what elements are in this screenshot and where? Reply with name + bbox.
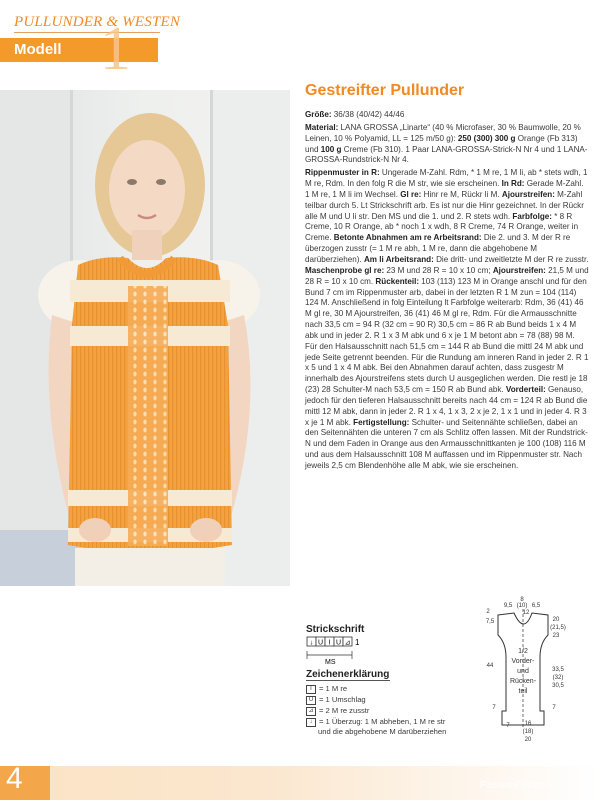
instruction-text: Die 2. und 3. M der R re überzogen zusstr (= 1 M re abh, 1 M re, dann die abgehobene M darüberziehen). [305, 233, 571, 264]
svg-text:↓: ↓ [309, 639, 314, 647]
legend-rule [306, 680, 390, 681]
instruction-text: Genauso, jedoch für den tieferen Halsausschnitt bereits nach 44 cm = 124 R ab Bund die mittl 12 M abk, dann in jeder 2. R 1 x 4, 1 x 3, 2 x je 2, 1 x 1 und in jeder 4. R 3 x je 1 M abk. [305, 385, 588, 427]
legend-item: U = 1 Umschlag [306, 695, 366, 705]
series-title: PULLUNDER & WESTEN [14, 14, 181, 30]
dim-left-75: 7,5 [485, 619, 495, 625]
instruction-text: Die dritt- und zweitletzte M der R re zusstr. [436, 254, 589, 264]
instruction-text: Creme (Fb 310). 1 Paar LANA-GROSSA-Strick-N Nr 4 und 1 LANA-GROSSA-Rundstrick-N Nr 4. [305, 144, 588, 165]
instruction-text: Orange (Fb 313) und [305, 133, 578, 154]
instruction-text: 23 M und 28 R = 10 x 10 cm; [386, 265, 493, 275]
instruction-heading: 100 g [320, 144, 342, 154]
dim-top-mid: (10) [516, 603, 528, 609]
legend-item: ↓ = 1 Überzug: 1 M abheben, 1 M re str [306, 717, 445, 727]
instruction-heading: Rückenteil: [375, 276, 422, 286]
instruction-text: Ungerade M-Zahl. Rdm, * 1 M re, 1 M li, ab * stets wdh, 1 M re, Rdm. In den folg R die M str, wie sie erscheinen. [305, 168, 588, 189]
dim-top-12: 12 [522, 610, 530, 616]
skp-symbol: ↓ [306, 718, 316, 727]
schematic-label-3: und [517, 668, 529, 675]
dim-right-7: 7 [552, 705, 556, 711]
k2tog-symbol: ⊿ [306, 707, 316, 716]
dim-bottom-20: 20 [524, 737, 532, 743]
instruction-heading: 250 (300) 300 g [457, 133, 516, 143]
dim-right-20: 20 [552, 617, 560, 623]
legend-item: I = 1 M re [306, 684, 347, 694]
svg-text:⊿: ⊿ [344, 639, 351, 647]
strickschrift-grid [307, 637, 352, 659]
yarn-over-symbol: U [306, 696, 316, 705]
garment-schematic [478, 595, 590, 750]
schematic-label-2: Vorder- [511, 658, 535, 665]
dim-right-215: (21,5) [550, 625, 566, 631]
instruction-paragraph [305, 168, 589, 472]
instruction-heading: Ajourstreifen: [501, 189, 558, 199]
dim-right-32: (32) [552, 675, 564, 681]
dim-left-7: 7 [492, 705, 496, 711]
instruction-text: M-Zahl teilbar durch 5. Lt Strickschrift arb. Es ist nur die Hinr gezeichnet. In der Rückr alle M und U li str. Den MS und die 1. und 2. R stets wdh. [305, 189, 584, 221]
instruction-text: 36/38 (40/42) 44/46 [333, 110, 405, 119]
instruction-heading: Farbfolge: [512, 211, 555, 221]
dim-top-right: 6,5 [531, 603, 541, 609]
dim-top-neck: 8 [520, 597, 524, 603]
dim-right-335: 33,5 [552, 667, 564, 673]
instruction-heading: Rippenmuster in R: [305, 168, 382, 178]
modell-number: 1 [100, 15, 131, 83]
schematic-label-4: Rücken- [509, 678, 537, 685]
instruction-heading: Fertigstellung: [353, 417, 412, 427]
dim-left-2: 2 [486, 609, 490, 615]
pattern-title: Gestreifter Pullunder [305, 82, 465, 99]
legend-item: ⊿ = 2 M re zusstr [306, 706, 369, 716]
pattern-instructions [305, 110, 589, 474]
instruction-heading: Ajourstreifen: [492, 265, 549, 275]
dim-top-left: 9,5 [503, 603, 513, 609]
schematic-label-5: teil [518, 688, 528, 695]
dim-left-44: 44 [486, 663, 494, 669]
instruction-paragraph [305, 110, 589, 121]
instruction-text: Schulter- und Seitennähte schließen, dabei an den Seitennähten die unteren 7 cm als Schlitz offen lassen. Mit der Rundstrick-N und dem Faden in Orange aus den Armausschnittkanten je 100 (108) 116 M und aus dem Halsausschnitt 108 M auffassen und im Rippenmuster str. Nach jeweils 2,5 cm Blendenhöhe alle M abk, wie sie erscheinen. [305, 417, 588, 470]
model-photo-illustration [0, 90, 290, 586]
instruction-text: LANA GROSSA „Linarte“ (40 % Microfaser, 30 % Baumwolle, 20 % Leinen, 10 % Polyamid, LL = 125 m/50 g): [305, 122, 581, 143]
dim-bottom-7: 7 [506, 723, 510, 729]
legend-item-continued: und die abgehobene M darüberziehen [318, 727, 447, 736]
strickschrift-ms-label: MS [325, 659, 336, 666]
svg-text:U: U [335, 639, 342, 647]
modell-label: Modell [14, 41, 62, 58]
dim-bottom-18: (18) [522, 729, 534, 735]
instruction-heading: In Rd: [501, 179, 527, 189]
dim-right-23: 23 [552, 633, 560, 639]
instruction-text: Gerade M-Zahl. 1 M re, 1 M li im Wechsel. [305, 179, 584, 199]
legend-title: Zeichenerklärung [306, 669, 390, 680]
strickschrift-title: Strickschrift [306, 624, 365, 635]
svg-text:U: U [317, 639, 324, 647]
instruction-text: 103 (113) 123 M in Orange anschl und für den Bund 7 cm im Rippenmuster arb, dabei in der letzten R 1 M zun = 104 (114) 124 M. Anschließend in folg Einteilung lt Farbfolge weiterarb: Rdm, 36 (41) 46 M gl re, 30 M Ajourstreifen, 36 (41) 46 M gl re, Rdm. Für die Armausschnitte nach 33,5 cm = 94 R (32 cm = 90 R) 30,5 cm = 86 R ab Bund beids 1 x 4 M abk und in jeder 2. R 1 x 3 M abk und 6 x je 1 M betont abn = 78 (88) 98 M. Für den Halsausschnitt nach 51,5 cm = 144 R ab Bund die mittl 24 M abk und jede Seite getrennt beenden. Für die Rundung am inneren Rand in jeder 2. R 1 x 5 und 1 x 4 M abk. Bei den Abnahmen darauf achten, dass zusgestr M innerhalb des Ajourstreifens stets durch U ausgeglichen werden. Die restl je 18 (23) 28 Schulter-M nach 53,5 cm = 150 R ab Bund abk. [305, 276, 589, 395]
model-photo [0, 90, 290, 586]
strickschrift-chart [306, 635, 376, 672]
instruction-heading: Gl re: [400, 189, 424, 199]
instruction-heading: Vorderteil: [505, 385, 549, 395]
instruction-text: * 8 R Creme, 10 R Orange, ab * noch 1 x wdh, 8 R Creme, 74 R Orange, weiter in Creme. [305, 211, 579, 243]
page-number: 4 [6, 762, 23, 795]
instruction-paragraph [305, 123, 589, 166]
series-rule [14, 32, 160, 33]
dim-right-305: 30,5 [552, 683, 564, 689]
watermark: PassionForum.ru [480, 780, 557, 791]
instruction-text: 21,5 M und 28 R = 10 x 10 cm. [305, 265, 589, 286]
instruction-heading: Am li Arbeitsrand: [363, 254, 437, 264]
instruction-heading: Betonte Abnahmen am re Arbeitsrand: [333, 233, 484, 243]
instruction-heading: Maschenprobe gl re: [305, 265, 387, 275]
instruction-heading: Material: [305, 122, 341, 132]
svg-text:I: I [328, 639, 331, 647]
strickschrift-row-number: 1 [355, 638, 360, 647]
dim-bottom-16: 16 [524, 721, 532, 727]
instruction-heading: Größe: [305, 110, 334, 119]
schematic-label-1: 1/2 [518, 648, 528, 655]
knit-stitch-symbol: I [306, 685, 316, 694]
instruction-text: Hinr re M, Rückr li M. [423, 189, 502, 199]
